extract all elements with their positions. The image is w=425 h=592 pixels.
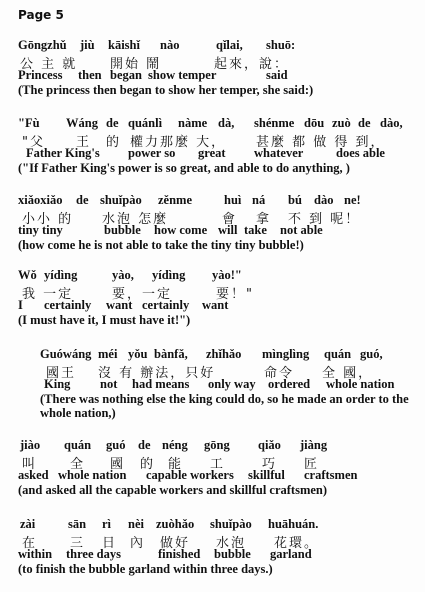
pinyin-word: yào!" <box>212 268 242 282</box>
pinyin-word: quánlì <box>128 116 163 130</box>
gloss-word: began <box>110 68 142 82</box>
hanzi-word: 巧 <box>262 457 278 472</box>
hanzi-word: 能 <box>168 457 184 472</box>
gloss-word: not able <box>280 223 323 237</box>
gloss-word: whatever <box>254 146 304 160</box>
stanza-2 <box>18 116 418 176</box>
pinyin-word: dà, <box>218 116 235 130</box>
pinyin-word: dōu <box>304 116 325 130</box>
gloss-word: within <box>18 547 53 561</box>
pinyin-word: yǒu <box>128 347 148 361</box>
pinyin-word: jiù <box>80 38 95 52</box>
pinyin-word: zuò <box>332 116 351 130</box>
hanzi-word: 要，一定 <box>112 287 173 302</box>
gloss-word: capable workers <box>146 468 234 482</box>
pinyin-word: yídìng <box>44 268 78 282</box>
gloss-word: tiny tiny <box>18 223 63 237</box>
gloss-word: then <box>78 68 102 82</box>
gloss-word: take <box>244 223 267 237</box>
pinyin-word: shuǐpào <box>100 193 142 207</box>
pinyin-line <box>18 116 418 131</box>
hanzi-word: 甚麼 都 做 得 到， <box>256 135 386 150</box>
hanzi-line <box>18 453 418 472</box>
gloss-word: certainly <box>44 298 92 312</box>
translation-line: (There was nothing else the king could do, so he made an order to the whole nation,) <box>40 392 409 420</box>
hanzi-line <box>18 53 418 72</box>
hanzi-line <box>18 208 418 227</box>
pinyin-word: jiào <box>20 438 41 452</box>
pinyin-word: ná <box>252 193 266 207</box>
hanzi-word: 內 <box>130 536 146 551</box>
hanzi-word: 國王 <box>46 366 77 381</box>
gloss-word: want <box>202 298 229 312</box>
pinyin-line <box>18 268 418 283</box>
pinyin-word: guó <box>106 438 126 452</box>
gloss-word: ordered <box>268 377 311 391</box>
pinyin-word: dào <box>314 193 334 207</box>
gloss-word: power so <box>128 146 176 160</box>
gloss-word: said <box>266 68 288 82</box>
hanzi-word: 我 一定 <box>22 287 74 302</box>
stanza-6 <box>18 438 418 498</box>
hanzi-word: 權力那麼 大， <box>130 135 227 150</box>
hanzi-word: 命令 <box>264 366 295 381</box>
pinyin-word: nào <box>160 38 180 52</box>
hanzi-word: 拿 <box>256 212 272 227</box>
pinyin-word: zěnme <box>158 193 193 207</box>
hanzi-word: 匠 <box>304 457 320 472</box>
translation-line: (how come he is not able to take the tiny tiny bubble!) <box>18 238 304 252</box>
hanzi-line <box>40 362 420 381</box>
stanza-4 <box>18 268 418 328</box>
translation-line: (The princess then began to show her temper, she said:) <box>18 83 314 97</box>
hanzi-word: 小小 的 <box>22 212 74 227</box>
pinyin-word: dào, <box>380 116 403 130</box>
pinyin-line <box>18 38 418 53</box>
hanzi-word: 的 <box>106 135 122 150</box>
gloss-word: will <box>218 223 238 237</box>
hanzi-word: 起來，說： <box>214 57 290 72</box>
pinyin-line <box>18 193 418 208</box>
pinyin-word: rì <box>102 517 112 531</box>
pinyin-word: huāhuán. <box>268 517 319 531</box>
gloss-line <box>18 68 418 83</box>
hanzi-line <box>18 131 418 150</box>
hanzi-word: 會 <box>222 212 238 227</box>
stanza-7 <box>18 517 418 577</box>
pinyin-word: nàme <box>178 116 208 130</box>
hanzi-word: 水泡 <box>216 536 247 551</box>
pinyin-word: quán <box>64 438 92 452</box>
hanzi-word: 做好 <box>160 536 191 551</box>
gloss-word: bubble <box>214 547 251 561</box>
hanzi-word: "父 <box>22 135 45 150</box>
hanzi-word: 叫 <box>22 457 38 472</box>
pinyin-word: yào, <box>112 268 134 282</box>
pinyin-word: bú <box>288 193 302 207</box>
pinyin-word: zhǐhǎo <box>206 347 242 361</box>
gloss-line <box>40 377 420 392</box>
gloss-word: I <box>18 298 23 312</box>
hanzi-word: 日 <box>102 536 118 551</box>
gloss-word: craftsmen <box>304 468 358 482</box>
hanzi-word: 國 <box>110 457 126 472</box>
pinyin-word: qiǎo <box>258 438 281 452</box>
pinyin-word: de <box>76 193 89 207</box>
gloss-word: King <box>44 377 71 391</box>
pinyin-word: nèi <box>128 517 144 531</box>
gloss-word: whole nation <box>58 468 127 482</box>
gloss-word: how come <box>154 223 208 237</box>
translation-line: ("If Father King's power is so great, and able to do anything, ) <box>18 161 350 175</box>
gloss-word: three days <box>66 547 121 561</box>
pinyin-word: zuòhǎo <box>156 517 195 531</box>
gloss-line <box>18 146 418 161</box>
pinyin-word: Wǒ <box>18 268 37 282</box>
pinyin-word: yídìng <box>152 268 186 282</box>
pinyin-word: de <box>106 116 119 130</box>
pinyin-word: Guówáng <box>40 347 92 361</box>
hanzi-word: 全 國， <box>322 366 374 381</box>
gloss-word: only way <box>208 377 256 391</box>
pinyin-line <box>18 438 418 453</box>
pinyin-word: qǐlai, <box>216 38 243 52</box>
hanzi-word: 公 主 就 <box>20 57 78 72</box>
gloss-word: want <box>106 298 133 312</box>
hanzi-word: 全 <box>70 457 86 472</box>
gloss-word: show temper <box>148 68 217 82</box>
pinyin-word: guó, <box>360 347 383 361</box>
hanzi-word: 的 <box>140 457 156 472</box>
stanza-3 <box>18 193 418 253</box>
page-number: Page 5 <box>18 8 64 22</box>
hanzi-word: 開始 鬧 <box>110 57 162 72</box>
hanzi-word: 工 <box>210 457 226 472</box>
gloss-word: asked <box>18 468 49 482</box>
gloss-word: skillful <box>248 468 285 482</box>
pinyin-word: de <box>358 116 371 130</box>
gloss-word: Princess <box>18 68 63 82</box>
pinyin-word: bànfǎ, <box>154 347 188 361</box>
gloss-word: not <box>100 377 118 391</box>
pinyin-line <box>40 347 420 362</box>
hanzi-word: 王 <box>76 135 92 150</box>
pinyin-word: néng <box>162 438 188 452</box>
pinyin-word: quán <box>324 347 352 361</box>
pinyin-word: shénme <box>254 116 295 130</box>
pinyin-word: Gōngzhǔ <box>18 38 67 52</box>
pinyin-word: "Fù <box>18 116 40 130</box>
translation-line: (I must have it, I must have it!") <box>18 313 191 327</box>
pinyin-word: Wáng <box>66 116 98 130</box>
gloss-line <box>18 298 418 313</box>
hanzi-word: 沒 有 辦法，只好 <box>98 366 216 381</box>
hanzi-line <box>18 532 418 551</box>
gloss-word: Father King's <box>26 146 100 160</box>
pinyin-word: mìnglìng <box>262 347 310 361</box>
pinyin-word: sān <box>68 517 87 531</box>
hanzi-word: 在 <box>22 536 38 551</box>
pinyin-word: xiǎoxiǎo <box>18 193 63 207</box>
pinyin-word: zài <box>20 517 36 531</box>
pinyin-word: huì <box>224 193 242 207</box>
translation-line: (to finish the bubble garland within three days.) <box>18 562 273 576</box>
hanzi-word: 水泡 怎麼 <box>102 212 169 227</box>
gloss-word: whole nation <box>326 377 395 391</box>
hanzi-word: 三 <box>70 536 86 551</box>
gloss-word: great <box>198 146 226 160</box>
gloss-word: finished <box>158 547 201 561</box>
pinyin-word: ne! <box>344 193 361 207</box>
pinyin-line <box>18 517 418 532</box>
gloss-line <box>18 468 418 483</box>
pinyin-word: méi <box>98 347 118 361</box>
hanzi-word: 要！" <box>216 287 254 302</box>
gloss-word: garland <box>270 547 312 561</box>
hanzi-word: 不 到 呢！ <box>288 212 361 227</box>
gloss-line <box>18 223 418 238</box>
pinyin-word: jiàng <box>300 438 328 452</box>
gloss-word: bubble <box>104 223 141 237</box>
pinyin-word: shuō: <box>266 38 296 52</box>
pinyin-word: shuǐpào <box>210 517 252 531</box>
stanza-5 <box>40 347 420 420</box>
translation-line: (and asked all the capable workers and skillful craftsmen) <box>18 483 328 497</box>
hanzi-line <box>18 283 418 302</box>
hanzi-word: 花環。 <box>274 536 320 551</box>
gloss-line <box>18 547 418 562</box>
gloss-word: had means <box>132 377 190 391</box>
pinyin-word: de <box>138 438 151 452</box>
pinyin-word: gōng <box>204 438 230 452</box>
gloss-word: certainly <box>142 298 190 312</box>
gloss-word: does able <box>336 146 385 160</box>
pinyin-word: kāishǐ <box>108 38 140 52</box>
stanza-1 <box>18 38 418 98</box>
